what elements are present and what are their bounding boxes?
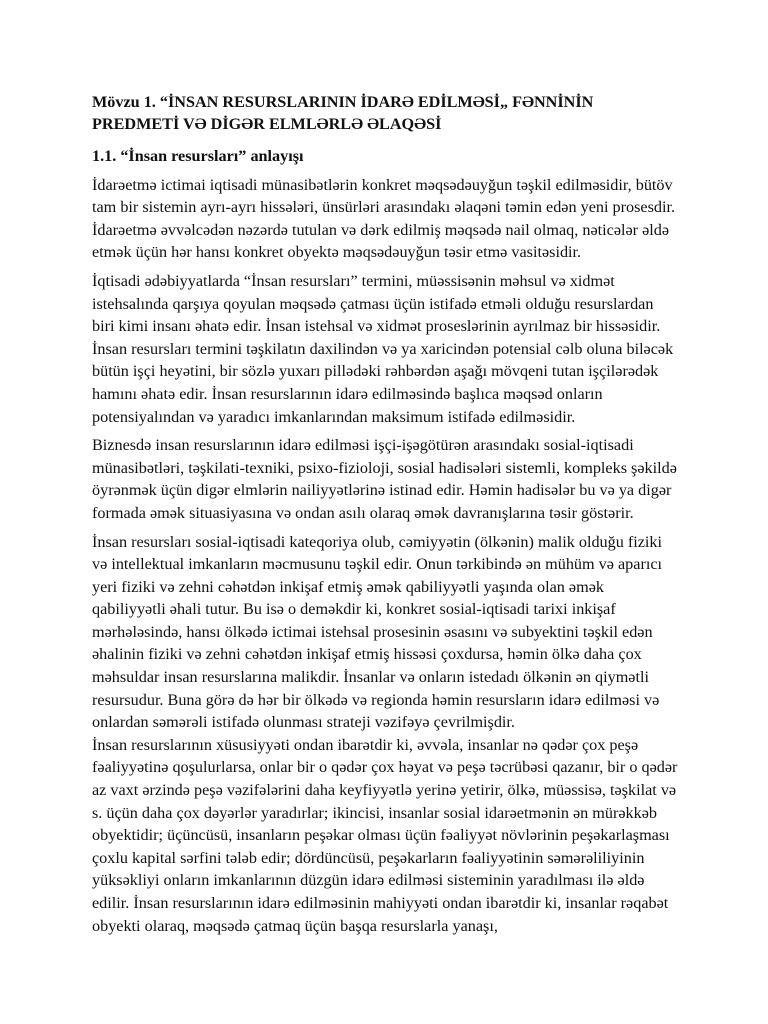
paragraph-1: İdarəetmə ictimai iqtisadi münasibətlərin konkret məqsədəuyğun təşkil edilməsidir, bütöv tam bir sistemin ayrı-ayrı hissələri, ünsürləri arasındakı əlaqəni təmin edən yeni prosesdir. İdarəetmə əvvəlcədən nəzərdə tutulan və dərk edilmiş məqsədə nail olmaq, nəticələr əldə etmək üçün hər hansı konkret obyektə məqsədəuyğun təsir etmə vasitəsidir. [92, 175, 676, 262]
document-page [92, 92, 678, 937]
document-title: Mövzu 1. “İNSAN RESURSLARININ İDARƏ EDİLMƏSİ„ FƏNNİNİN PREDMETİ VƏ DİGƏR ELMLƏRLƏ ƏLAQƏSİ [92, 93, 594, 133]
paragraph-3: Biznesdə insan resurslarının idarə edilməsi işçi-işəgötürən arasındakı sosial-iqtisadi münasibətləri, təşkilati-texniki, psixo-fizioloji, sosial hadisələri sistemli, kompleks şəkildə öyrənmək üçün digər elmlərin nailiyyətlərinə istinad edir. Həmin hadisələr bu və ya digər formada əmək situasiyasına və ondan asılı olaraq əmək davranışlarına təsir göstərir. [92, 436, 677, 522]
paragraph-2: İqtisadi ədəbiyyatlarda “İnsan resursları” termini, müəssisənin məhsul və xidmət istehsalında qarşıya qoyulan məqsədə çatması üçün istifadə etməli olduğu resurslardan biri kimi insanı əhatə edir. İnsan istehsal və xidmət proseslərinin ayrılmaz bir hissəsidir. İnsan resursları termini təşkilatın daxilindən və ya xaricindən potensial cəlb oluna biləcək bütün işçi heyətini, bir sözlə yuxarı pillədəki rəhbərdən aşağı mövqeni tutan işçilərədək hamını əhatə edir. İnsan resurslarının idarə edilməsində başlıca məqsəd onların potensiyalından və yaradıcı imkanlarından maksimum istifadə edilməsidir. [92, 271, 674, 426]
paragraph-4: İnsan resursları sosial-iqtisadi kateqoriya olub, cəmiyyətin (ölkənin) malik olduğu fiziki və intellektual imkanların məcmusunu təşkil edir. Onun tərkibində ən mühüm və aparıcı yeri fiziki və zehni cəhətdən inkişaf etmiş əmək qabiliyyətli yaşında olan əmək qabiliyyətli əhali tutur. Bu isə o deməkdir ki, konkret sosial-iqtisadi tarixi inkişaf mərhələsində, hansı ölkədə ictimai istehsal prosesinin əsasını və subyektini təşkil edən əhalinin fiziki və zehni cəhətdən inkişaf etmiş hissəsi çoxdursa, həmin ölkə daha çox məhsuldar insan resurslarına malikdir. İnsanlar və onların istedadı ölkənin ən qiymətli resursudur. Buna görə də hər bir ölkədə və regionda həmin resursların idarə edilməsi və onlardan səmərəli istifadə olunması strateji vəzifəyə çevrilmişdir. [92, 532, 663, 732]
section-heading: 1.1. “İnsan resursları” anlayışı [92, 147, 304, 165]
paragraph-5: İnsan resurslarının xüsusiyyəti ondan ibarətdir ki, əvvəla, insanlar nə qədər çox peşə fəaliyyətinə qoşulurlarsa, onlar bir o qədər çox həyat və peşə təcrübəsi qazanır, bir o qədər az vaxt ərzində peşə vəzifələrini daha keyfiyyətlə yerinə yetirir, ölkə, müəssisə, təşkilat və s. üçün daha çox dəyərlər yaradırlar; ikincisi, insanlar sosial idarəetmənin ən mürəkkəb obyektidir; üçüncüsü, insanların peşəkar olması üçün fəaliyyət növlərinin peşəkarlaşması çoxlu kapital sərfini tələb edir; dördüncüsü, peşəkarların fəaliyyətinin səmərəliliyinin yüksəkliyi onların imkanlarının düzgün idarə edilməsi sisteminin yaradılması ilə əldə edilir. İnsan resurslarının idarə edilməsinin mahiyyəti ondan ibarətdir ki, insanlar rəqabət obyekti olaraq, məqsədə çatmaq üçün başqa resurslarla yanaşı, [92, 735, 678, 935]
